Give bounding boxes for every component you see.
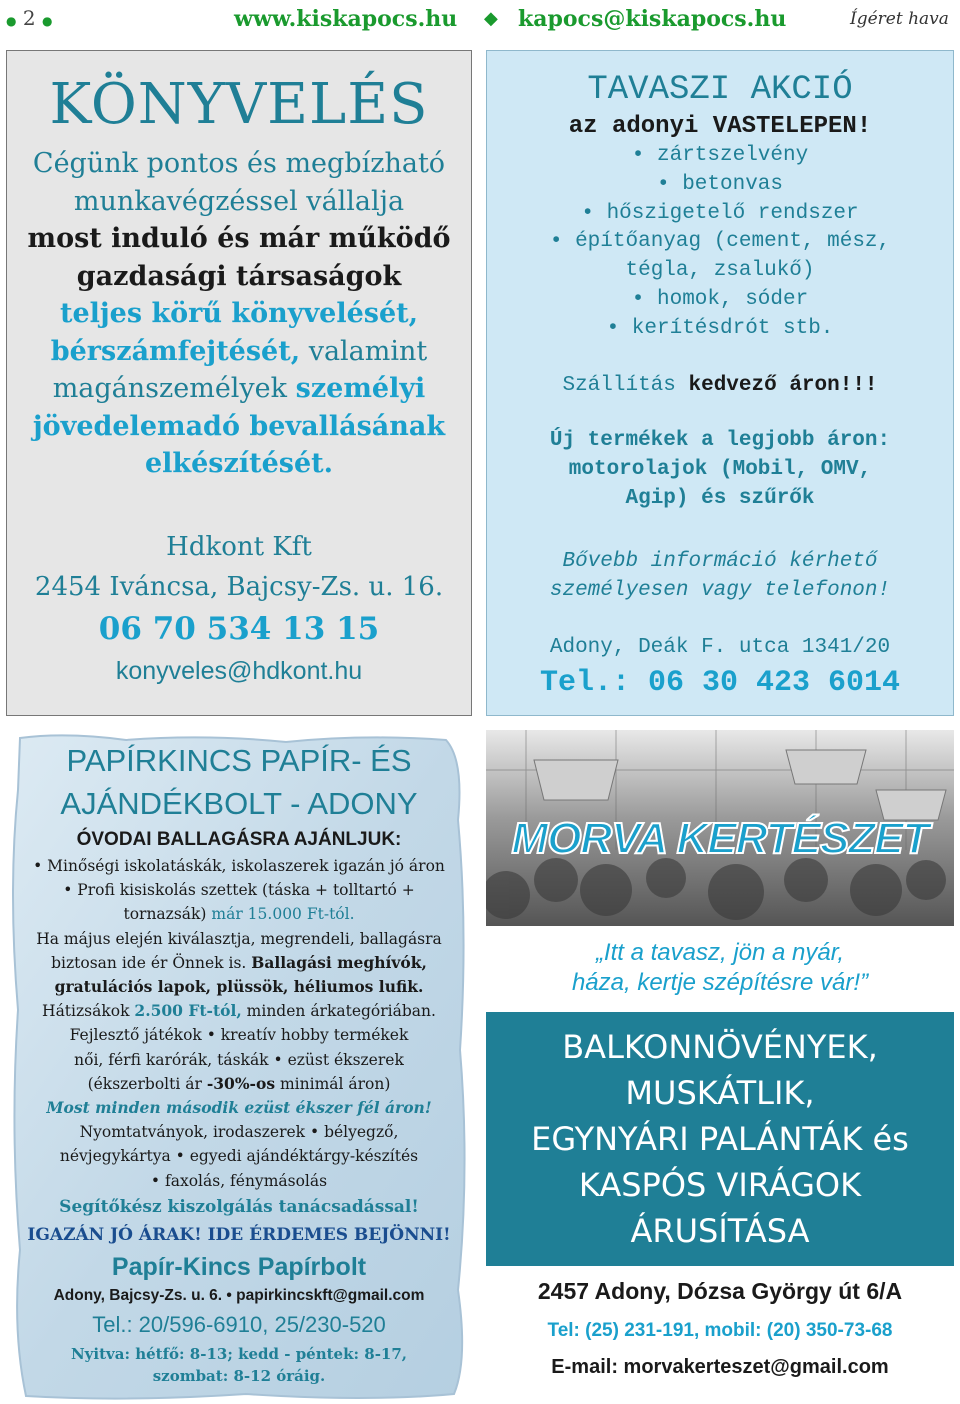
morva-ad <box>486 730 954 1404</box>
vastelep-address: Adony, Deák F. utca 1341/20 <box>549 635 891 659</box>
list-item: • építőanyag (cement, mész, <box>487 228 953 257</box>
list-item: • homok, sóder <box>487 286 953 315</box>
product-list <box>487 142 953 344</box>
text-line: Hátizsákok 2.500 Ft-tól, minden árkategóriában. <box>42 1001 436 1021</box>
company-email[interactable]: konyveles@hdkont.hu <box>115 656 363 685</box>
text-line: most induló és már működő <box>27 223 451 254</box>
new-products: Új termékek a legjobb áron: motorolajok (Mobil, OMV, Agip) és szűrők <box>549 428 891 510</box>
text-line: magánszemélyek személyi <box>52 373 426 404</box>
text-line: gratulációs lapok, plüssök, héliumos lufik. <box>54 977 424 997</box>
offer-line: BALKONNÖVÉNYEK, <box>562 1028 878 1066</box>
konyveles-title: KÖNYVELÉS <box>49 72 429 137</box>
separator-diamond-icon: ◆ <box>484 8 498 29</box>
morva-address: 2457 Adony, Dózsa György út 6/A <box>537 1278 903 1304</box>
opening-hours: Nyitva: hétfő: 8-13; kedd - péntek: 8-17, szombat: 8-12 óráig. <box>70 1344 408 1385</box>
website-link[interactable]: www.kiskapocs.hu <box>234 6 458 32</box>
shop-name: Papír-Kincs Papírbolt <box>111 1252 367 1281</box>
papirkincs-title-1: PAPÍRKINCS PAPÍR- ÉS <box>66 743 412 778</box>
list-item: • hőszigetelő rendszer <box>487 200 953 229</box>
konyveles-ad <box>6 50 472 716</box>
delivery-note: Szállítás kedvező áron!!! <box>562 373 878 397</box>
text-line: Nyomtatványok, irodaszerek • bélyegző, <box>79 1123 399 1142</box>
text-line: biztosan ide ér Önnek is. Ballagási meghívók, <box>51 952 427 972</box>
list-item: • Profi kisiskolás szettek (táska + tolltartó + <box>6 878 472 902</box>
vastelep-title: TAVASZI AKCIÓ <box>587 71 853 109</box>
text-line: Cégünk pontos és megbízható <box>32 148 446 179</box>
text-line: bérszámfejtését, valamint <box>50 335 428 367</box>
offer-line: ÁRUSÍTÁSA <box>630 1212 810 1250</box>
slogan: „Itt a tavasz, jön a nyár, háza, kertje szépítésre vár!” <box>571 939 869 996</box>
text-line: munkavégzéssel vállalja <box>73 185 405 217</box>
morva-email[interactable]: E-mail: morvakerteszet@gmail.com <box>551 1356 889 1378</box>
morva-phone[interactable]: Tel: (25) 231-191, mobil: (20) 350-73-68 <box>547 1320 893 1341</box>
prices-text: IGAZÁN JÓ ÁRAK! IDE ÉRDEMES BEJÖNNI! <box>27 1224 451 1245</box>
service-text: Segítőkész kiszolgálás tanácsadással! <box>59 1196 419 1217</box>
text-line: női, férfi karórák, táskák • ezüst ékszerek <box>74 1050 404 1069</box>
publication-name: Ígéret hava <box>850 9 949 29</box>
morva-title: MORVA KERTÉSZET <box>511 814 929 863</box>
text-line: teljes körű könyvelését, <box>59 298 418 329</box>
konyveles-text <box>7 145 471 483</box>
text-line: • faxolás, fénymásolás <box>6 1169 472 1193</box>
text-line: jövedelemadó bevallásának <box>32 410 446 442</box>
list-item: • Minőségi iskolatáskák, iskolaszerek igazán jó áron <box>6 854 472 878</box>
text-line: elkészítését. <box>144 448 333 479</box>
text-line: tornazsák) már 15.000 Ft-tól. <box>123 905 355 924</box>
company-address: 2454 Iváncsa, Bajcsy-Zs. u. 16. <box>34 571 444 602</box>
offer-line: EGYNYÁRI PALÁNTÁK és <box>531 1120 909 1158</box>
list-item: • zártszelvény <box>487 142 953 171</box>
papirkincs-ad <box>6 730 472 1404</box>
text-line: Fejlesztő játékok • kreatív hobby termékek <box>69 1026 409 1045</box>
list-item: • betonvas <box>487 171 953 200</box>
page-number: ● 2 ● <box>6 6 53 30</box>
offer-line: KASPÓS VIRÁGOK <box>578 1166 862 1204</box>
papirkincs-body <box>6 854 472 1193</box>
promo-text: Most minden második ezüst ékszer fél áron! <box>46 1098 432 1118</box>
list-item: • kerítésdrót stb. <box>487 315 953 344</box>
company-name: Hdkont Kft <box>166 531 312 562</box>
offer-banner <box>486 1012 954 1266</box>
text-line: Ha május elején kiválasztja, megrendeli, ballagásra <box>36 929 442 948</box>
email-link[interactable]: kapocs@kiskapocs.hu <box>518 6 787 32</box>
company-phone[interactable]: 06 70 534 13 15 <box>98 610 380 647</box>
vastelep-subtitle: az adonyi VASTELEPEN! <box>568 113 872 140</box>
shop-phone[interactable]: Tel.: 20/596-6910, 25/230-520 <box>92 1311 386 1337</box>
list-item: tégla, zsalukő) <box>625 259 815 283</box>
papirkincs-title-2: AJÁNDÉKBOLT - ADONY <box>60 786 418 821</box>
page-header <box>0 0 960 40</box>
vastelep-phone[interactable]: Tel.: 06 30 423 6014 <box>539 665 901 700</box>
info-text: Bővebb információ kérhető személyesen vagy telefonon! <box>549 549 891 602</box>
text-line: (ékszerbolti ár -30%-os minimál áron) <box>87 1073 391 1093</box>
shop-address[interactable]: Adony, Bajcsy-Zs. u. 6. • papirkincskft@gmail.com <box>53 1286 425 1304</box>
text-line: gazdasági társaságok <box>76 260 402 292</box>
vastelep-ad <box>486 50 954 716</box>
offer-line: MUSKÁTLIK, <box>625 1074 815 1112</box>
text-line: névjegykártya • egyedi ajándéktárgy-készítés <box>59 1147 419 1166</box>
papirkincs-subtitle: ÓVODAI BALLAGÁSRA AJÁNLJUK: <box>76 829 402 850</box>
